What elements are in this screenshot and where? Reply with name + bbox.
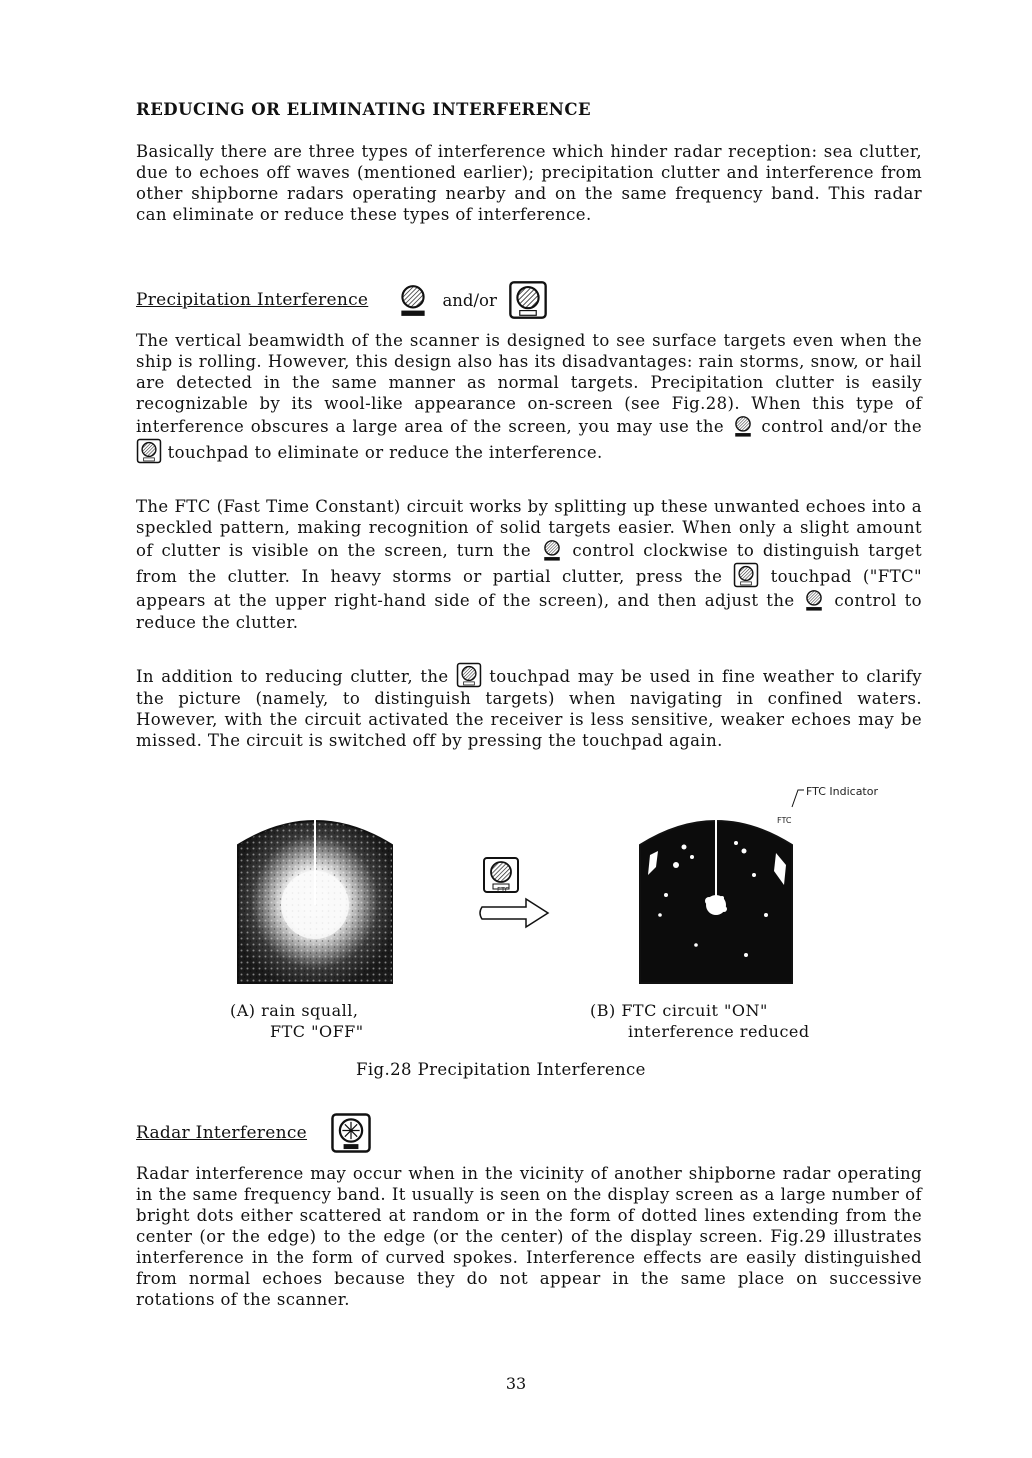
caption-b-line2: interference reduced xyxy=(628,1022,810,1041)
radar-screen-ftc-off xyxy=(234,805,396,985)
ftc-touchpad-icon xyxy=(508,280,548,320)
caption-a-line1: (A) rain squall, xyxy=(230,1001,359,1020)
ir-touchpad-icon xyxy=(330,1112,372,1154)
precip-para3-a: In addition to reducing clutter, the xyxy=(136,667,449,686)
intro-paragraph: Basically there are three types of interference which hinder radar reception: sea clutter, due to echoes off waves (mentioned earlier); precipitation clutter and interference from other shipborne radars operating nearby and on the same frequency band. This radar can eliminate or reduce these types of interference. xyxy=(136,142,922,224)
ac-rain-knob-icon xyxy=(395,282,431,318)
precip-para1-c: touchpad to eliminate or reduce the interference. xyxy=(167,443,603,462)
radar-paragraph: Radar interference may occur when in the vicinity of another shipborne radar operating in the same frequency band. It usually is seen on the display screen as a large number of bright dots either scattered at random or in the form of dotted lines extending from the center (or the edge) to the edge (or the center) of the display screen. Fig.29 illustrates interference in the form of curved spokes. Interference effects are easily distinguished from normal echoes because they do not appear in the same place on successive rotations of the scanner. xyxy=(136,1164,922,1309)
precip-para2-block xyxy=(136,496,922,633)
caption-a-line2: FTC "OFF" xyxy=(270,1022,364,1041)
ac-rain-knob-icon xyxy=(802,588,826,612)
page-number: 33 xyxy=(505,1374,527,1393)
section-heading: REDUCING OR ELIMINATING INTERFERENCE xyxy=(136,100,592,119)
caption-b-2 xyxy=(628,1021,810,1042)
precip-para3 xyxy=(136,662,922,751)
intro-block xyxy=(136,141,922,225)
ftc-indicator-label: FTC Indicator xyxy=(806,785,878,798)
caption-b xyxy=(590,1000,768,1021)
caption-b-line1: (B) FTC circuit "ON" xyxy=(590,1001,768,1020)
radar-heading-row xyxy=(136,1112,922,1152)
ftc-touchpad-icon xyxy=(456,662,482,688)
precip-heading-row xyxy=(136,280,922,320)
caption-a xyxy=(230,1000,358,1021)
precip-para2-b: control clockwise to distinguish target from the clutter. In heavy storms or partial clutter, press the xyxy=(136,541,922,586)
precip-para3-block xyxy=(136,662,922,751)
figure-title: Fig.28 Precipitation Interference xyxy=(356,1060,646,1079)
precip-para2-a: The FTC (Fast Time Constant) circuit works by splitting up these unwanted echoes into a speckled pattern, making recognition of solid targets easier. When only a slight amount of clutter is visible on the screen, turn the xyxy=(136,497,922,560)
ac-rain-knob-icon xyxy=(731,414,755,438)
precip-para1-b: control and/or the xyxy=(761,417,922,436)
ftc-touchpad-icon xyxy=(733,562,759,588)
precip-para1-a: The vertical beamwidth of the scanner is designed to see surface targets even when the ship is rolling. However, this design also has its disadvantages: rain storms, snow, or hail are detected in the same manner as normal targets. Precipitation clutter is easily recognizable by its wool-like appearance on-screen (see Fig.28). When this type of interference obscures a large area of the screen, you may use the xyxy=(136,331,922,436)
precip-para1 xyxy=(136,330,922,464)
precip-para2-c: touchpad ("FTC" appears at the upper right-hand side of the screen), and then adjust the xyxy=(136,567,922,610)
precip-heading: Precipitation Interference xyxy=(136,290,369,310)
screen-ftc-text: FTC xyxy=(777,816,792,825)
radar-para-block xyxy=(136,1163,922,1310)
radar-screen-ftc-on xyxy=(636,805,796,985)
caption-a-2 xyxy=(270,1021,364,1042)
and-or-text: and/or xyxy=(442,290,497,310)
radar-heading: Radar Interference xyxy=(136,1123,308,1143)
ftc-touchpad-icon xyxy=(136,438,162,464)
precip-para2-d: control to reduce the clutter. xyxy=(136,591,922,632)
precip-para2 xyxy=(136,496,922,633)
precip-para1-block xyxy=(136,330,922,464)
ftc-pad-label: FTC xyxy=(497,886,510,894)
precip-para3-b: touchpad may be used in fine weather to clarify the picture (namely, to distinguish targets) when navigating in confined waters. However, with the circuit activated the receiver is less sensitive, weaker echoes may be missed. The circuit is switched off by pressing the touchpad again. xyxy=(136,667,922,750)
ftc-press-arrow-diagram xyxy=(476,855,552,935)
ac-rain-knob-icon xyxy=(540,538,564,562)
